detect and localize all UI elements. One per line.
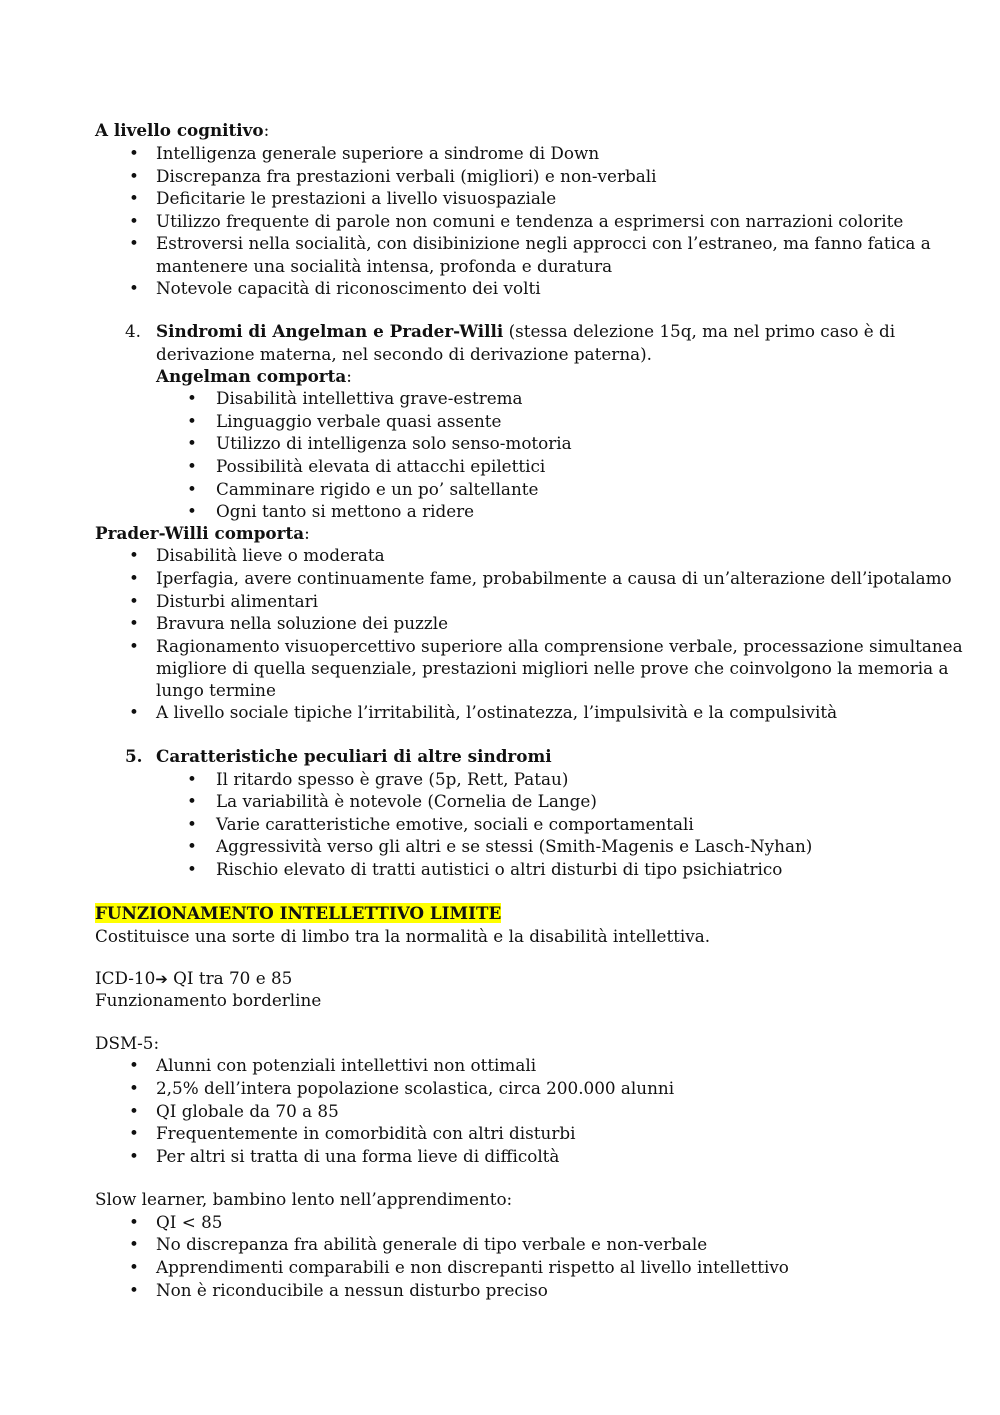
icd-suffix: QI tra 70 e 85 <box>167 968 293 988</box>
list-item-text: Possibilità elevata di attacchi epilettici <box>216 456 546 476</box>
section4-text: derivazione materna, nel secondo di derivazione paterna). <box>156 344 653 364</box>
bullet-icon: • <box>187 769 197 789</box>
list-item-text: Frequentemente in comorbidità con altri disturbi <box>156 1123 576 1143</box>
icd-line <box>95 967 292 990</box>
list-item-text: Apprendimenti comparabili e non discrepanti rispetto al livello intellettivo <box>156 1257 789 1277</box>
bullet-icon: • <box>129 636 139 656</box>
slow-learner-heading: Slow learner, bambino lento nell’apprendimento: <box>95 1189 513 1209</box>
list-item-text: A livello sociale tipiche l’irritabilità, l’ostinatezza, l’impulsività e la compulsività <box>156 702 838 722</box>
bullet-icon: • <box>129 166 139 186</box>
list-item-text: Camminare rigido e un po’ saltellante <box>216 479 539 499</box>
bullet-icon: • <box>129 568 139 588</box>
list-item-text: Disturbi alimentari <box>156 591 318 611</box>
bullet-icon: • <box>187 433 197 453</box>
bullet-icon: • <box>129 278 139 298</box>
list-item-text: Iperfagia, avere continuamente fame, probabilmente a causa di un’alterazione dell’ipotalamo <box>156 568 952 588</box>
cognitive-heading-line <box>95 119 269 142</box>
fil-intro: Costituisce una sorte di limbo tra la normalità e la disabilità intellettiva. <box>95 926 711 946</box>
list-item-text: La variabilità è notevole (Cornelia de Lange) <box>216 791 597 811</box>
list-item-text: Bravura nella soluzione dei puzzle <box>156 613 449 633</box>
list-item-text: Discrepanza fra prestazioni verbali (migliori) e non-verbali <box>156 166 657 186</box>
list-item-text: 2,5% dell’intera popolazione scolastica, circa 200.000 alunni <box>156 1078 675 1098</box>
list-item-text: Non è riconducibile a nessun disturbo preciso <box>156 1280 548 1300</box>
list-item-text: Varie caratteristiche emotive, sociali e comportamentali <box>216 814 694 834</box>
bullet-icon: • <box>129 1257 139 1277</box>
bullet-icon: • <box>129 143 139 163</box>
bullet-icon: • <box>129 1146 139 1166</box>
list-item-text: Deficitarie le prestazioni a livello visuospaziale <box>156 188 557 208</box>
bullet-icon: • <box>129 1055 139 1075</box>
bullet-icon: • <box>187 859 197 879</box>
bullet-icon: • <box>129 1078 139 1098</box>
list-item-text: Disabilità intellettiva grave-estrema <box>216 388 523 408</box>
bullet-icon: • <box>187 791 197 811</box>
bullet-icon: • <box>129 591 139 611</box>
bullet-icon: • <box>129 545 139 565</box>
bullet-icon: • <box>187 456 197 476</box>
list-item-text: Estroversi nella socialità, con disibinizione negli approcci con l’estraneo, ma fanno fatica a <box>156 233 931 253</box>
bullet-icon: • <box>187 479 197 499</box>
colon: : <box>304 523 310 543</box>
bullet-icon: • <box>129 1234 139 1254</box>
bullet-icon: • <box>187 814 197 834</box>
list-item-text: mantenere una socialità intensa, profonda e duratura <box>156 256 613 276</box>
bullet-icon: • <box>129 1212 139 1232</box>
list-item-text: Utilizzo frequente di parole non comuni e tendenza a esprimersi con narrazioni colorite <box>156 211 904 231</box>
bullet-icon: • <box>187 836 197 856</box>
fil-heading: FUNZIONAMENTO INTELLETTIVO LIMITE <box>95 903 502 923</box>
list-item-text: Alunni con potenziali intellettivi non ottimali <box>156 1055 537 1075</box>
bullet-icon: • <box>129 613 139 633</box>
fil-heading-line <box>95 902 501 925</box>
bullet-icon: • <box>129 702 139 722</box>
bullet-icon: • <box>129 1101 139 1121</box>
list-item-text: Notevole capacità di riconoscimento dei volti <box>156 278 541 298</box>
section4-text: (stessa delezione 15q, ma nel primo caso è di <box>503 321 896 341</box>
list-item-text: Linguaggio verbale quasi assente <box>216 411 502 431</box>
borderline-text: Funzionamento borderline <box>95 990 322 1010</box>
colon: : <box>346 366 352 386</box>
cognitive-heading: A livello cognitivo <box>95 120 264 140</box>
section4-title: Sindromi di Angelman e Prader-Willi <box>156 321 504 341</box>
bullet-icon: • <box>187 388 197 408</box>
bullet-icon: • <box>129 1280 139 1300</box>
list-item-text: Ragionamento visuopercettivo superiore alla comprensione verbale, processazione simultanea <box>156 636 963 656</box>
list-item-text: Utilizzo di intelligenza solo senso-motoria <box>216 433 572 453</box>
dsm-heading: DSM-5: <box>95 1033 160 1053</box>
list-item-text: Ogni tanto si mettono a ridere <box>216 501 475 521</box>
arrow-right-icon: ➔ <box>155 970 168 988</box>
bullet-icon: • <box>129 211 139 231</box>
section4-number: 4. <box>125 321 142 341</box>
bullet-icon: • <box>187 411 197 431</box>
list-item-text: Rischio elevato di tratti autistici o altri disturbi di tipo psichiatrico <box>216 859 783 879</box>
list-item-text: QI < 85 <box>156 1212 223 1232</box>
prader-heading: Prader-Willi comporta <box>95 523 305 543</box>
list-item-text: Intelligenza generale superiore a sindrome di Down <box>156 143 600 163</box>
list-item-text: Disabilità lieve o moderata <box>156 545 385 565</box>
list-item-text: Il ritardo spesso è grave (5p, Rett, Patau) <box>216 769 569 789</box>
list-item-text: No discrepanza fra abilità generale di tipo verbale e non-verbale <box>156 1234 708 1254</box>
bullet-icon: • <box>129 188 139 208</box>
prader-heading-line <box>95 522 310 545</box>
list-item-text: Per altri si tratta di una forma lieve di difficoltà <box>156 1146 560 1166</box>
colon: : <box>263 120 270 140</box>
bullet-icon: • <box>129 233 139 253</box>
bullet-icon: • <box>187 501 197 521</box>
angelman-heading: Angelman comporta <box>156 366 347 386</box>
list-item-text: QI globale da 70 a 85 <box>156 1101 339 1121</box>
list-item-text: Aggressività verso gli altri e se stessi (Smith-Magenis e Lasch-Nyhan) <box>216 836 813 856</box>
list-item-text: lungo termine <box>156 680 276 700</box>
bullet-icon: • <box>129 1123 139 1143</box>
icd-prefix: ICD-10 <box>95 968 156 988</box>
section5-title: Caratteristiche peculiari di altre sindromi <box>156 746 552 766</box>
section5-number: 5. <box>125 746 143 766</box>
list-item-text: migliore di quella sequenziale, prestazioni migliori nelle prove che coinvolgono la memoria a <box>156 658 949 678</box>
